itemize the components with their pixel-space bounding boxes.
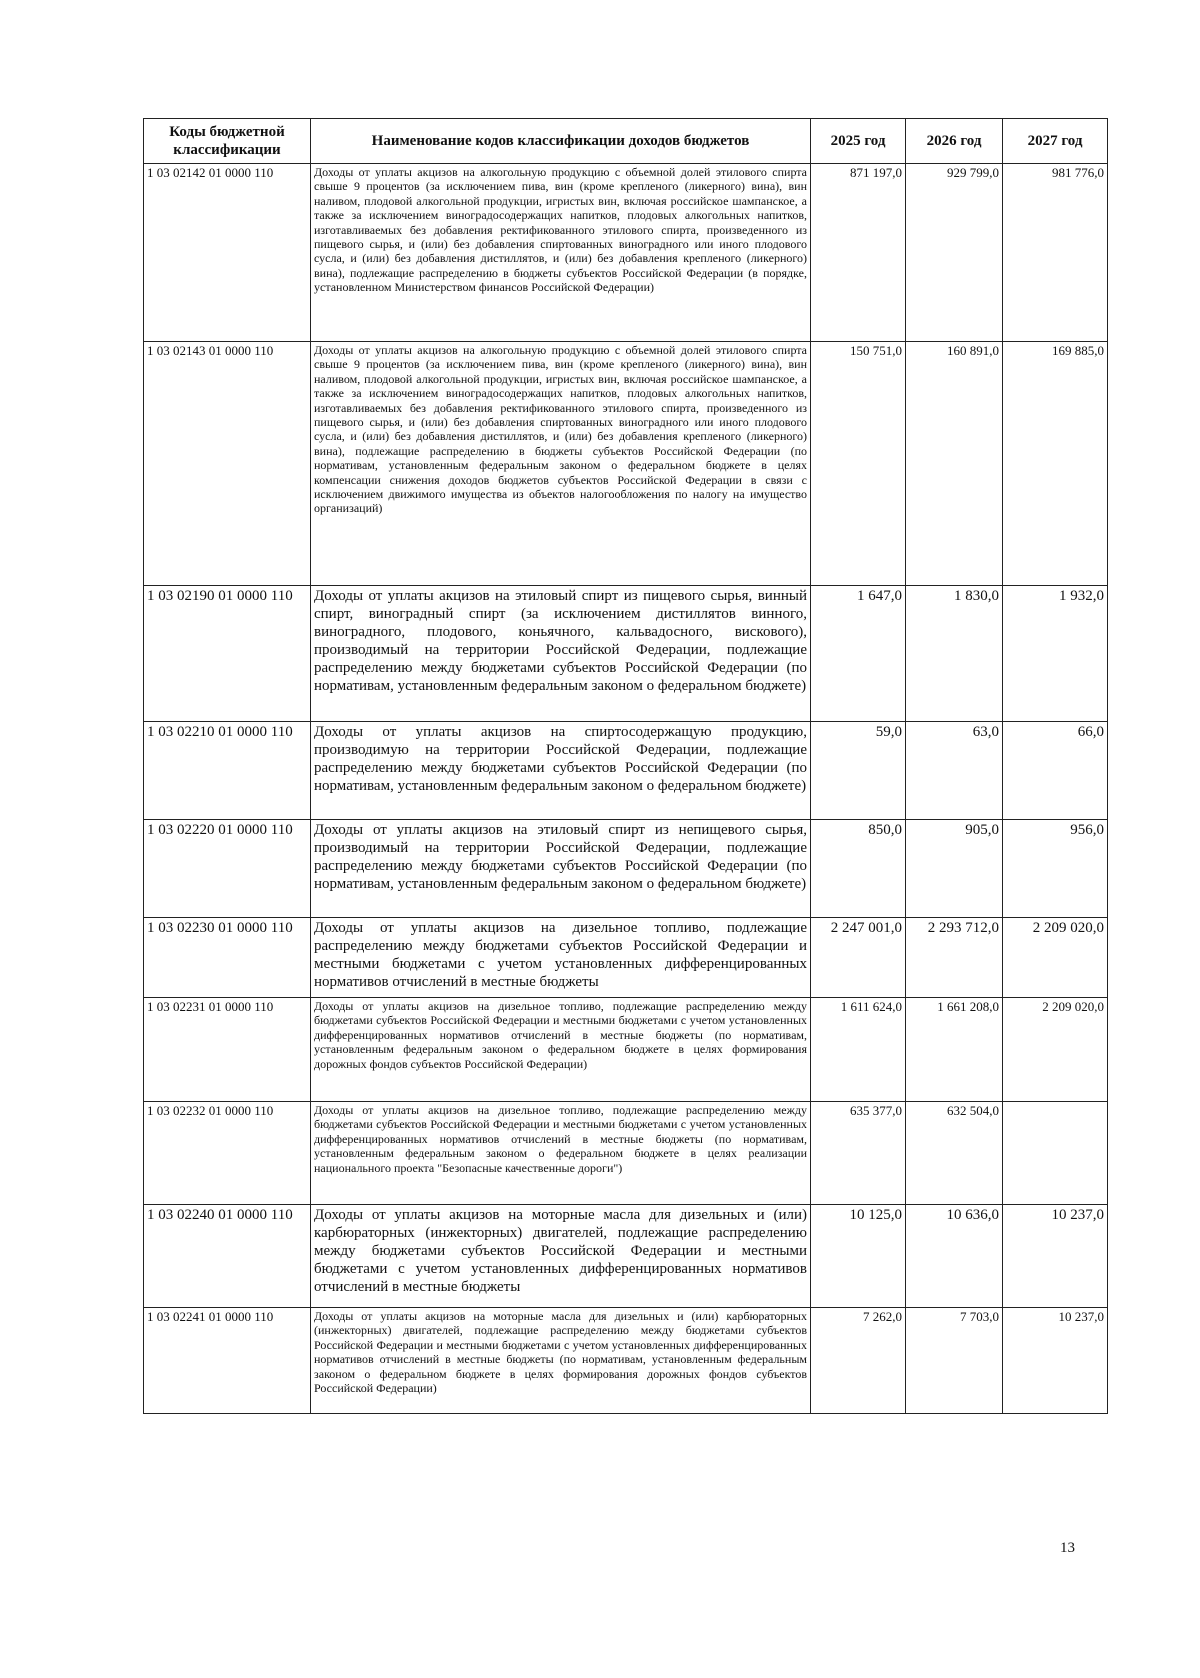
- table-row: [144, 820, 1108, 918]
- row-value-2026: 7 703,0: [906, 1308, 1003, 1414]
- row-code: 1 03 02232 01 0000 110: [144, 1102, 311, 1205]
- table-row: [144, 342, 1108, 586]
- row-name: Доходы от уплаты акцизов на дизельное топливо, подлежащие распределению между бюджетами субъектов Российской Федерации и местными бюджетами с учетом установленных дифференцированных нормативов отчислений в местные бюджеты (по нормативам, установленным федеральным законом о федеральном бюджете в целях реализации национального проекта "Безопасные качественные дороги"): [311, 1102, 811, 1205]
- row-code: 1 03 02240 01 0000 110: [144, 1205, 311, 1308]
- row-name: Доходы от уплаты акцизов на дизельное топливо, подлежащие распределению между бюджетами субъектов Российской Федерации и местными бюджетами с учетом установленных дифференцированных нормативов отчислений в местные бюджеты (по нормативам, установленным федеральным законом о федеральном бюджете в целях формирования дорожных фондов субъектов Российской Федерации): [311, 998, 811, 1102]
- row-value-2025: 2 247 001,0: [811, 918, 906, 998]
- row-code: 1 03 02241 01 0000 110: [144, 1308, 311, 1414]
- row-value-2026: 1 830,0: [906, 586, 1003, 722]
- row-value-2027: 1 932,0: [1003, 586, 1108, 722]
- row-value-2027: 10 237,0: [1003, 1308, 1108, 1414]
- row-value-2027: 956,0: [1003, 820, 1108, 918]
- row-value-2027: 2 209 020,0: [1003, 918, 1108, 998]
- table-header-row: [144, 119, 1108, 164]
- row-name: Доходы от уплаты акцизов на моторные масла для дизельных и (или) карбюраторных (инжекторных) двигателей, подлежащие распределению между бюджетами субъектов Российской Федерации и местными бюджетами с учетом установленных дифференцированных нормативов отчислений в местные бюджеты (по нормативам, установленным федеральным законом о федеральном бюджете в целях формирования дорожных фондов субъектов Российской Федерации): [311, 1308, 811, 1414]
- row-code: 1 03 02210 01 0000 110: [144, 722, 311, 820]
- row-name: Доходы от уплаты акцизов на алкогольную продукцию с объемной долей этилового спирта свыше 9 процентов (за исключением пива, вин (кроме крепленого (ликерного) вина), вин наливом, плодовой алкогольной продукции, игристых вин, включая российское шампанское, а также за исключением виноградосодержащих напитков, плодовых алкогольных напитков, изготавливаемых без добавления ректификованного этилового спирта, произведенного из пищевого сырья, и (или) без добавления спиртованных виноградного или иного плодового сусла, и (или) без добавления дистиллятов, и (или) без добавления крепленого (ликерного) вина), подлежащие распределению в бюджеты субъектов Российской Федерации (в порядке, установленном Министерством финансов Российской Федерации): [311, 164, 811, 342]
- row-value-2025: 635 377,0: [811, 1102, 906, 1205]
- header-2027: 2027 год: [1003, 119, 1108, 164]
- row-value-2027: 169 885,0: [1003, 342, 1108, 586]
- row-value-2027: 66,0: [1003, 722, 1108, 820]
- row-code: 1 03 02143 01 0000 110: [144, 342, 311, 586]
- row-name: Доходы от уплаты акцизов на спиртосодержащую продукцию, производимую на территории Российской Федерации, подлежащие распределению между бюджетами субъектов Российской Федерации (по нормативам, установленным федеральным законом о федеральном бюджете): [311, 722, 811, 820]
- row-value-2025: 10 125,0: [811, 1205, 906, 1308]
- row-name: Доходы от уплаты акцизов на алкогольную продукцию с объемной долей этилового спирта свыше 9 процентов (за исключением пива, вин (кроме крепленого (ликерного) вина), вин наливом, плодовой алкогольной продукции, игристых вин, включая российское шампанское, а также за исключением виноградосодержащих напитков, плодовых алкогольных напитков, изготавливаемых без добавления ректификованного этилового спирта, произведенного из пищевого сырья, и (или) без добавления спиртованных виноградного или иного плодового сусла, и (или) без добавления дистиллятов, и (или) без добавления крепленого (ликерного) вина), подлежащие распределению в бюджеты субъектов Российской Федерации (по нормативам, установленным федеральным законом о федеральном бюджете в целях компенсации снижения доходов бюджетов субъектов Российской Федерации в связи с исключением движимого имущества из объектов налогообложения по налогу на имущество организаций): [311, 342, 811, 586]
- row-name: Доходы от уплаты акцизов на этиловый спирт из пищевого сырья, винный спирт, виноградный спирт (за исключением дистиллятов винного, виноградного, плодового, коньячного, кальвадосного, вискового), производимый на территории Российской Федерации, подлежащие распределению между бюджетами субъектов Российской Федерации (по нормативам, установленным федеральным законом о федеральном бюджете): [311, 586, 811, 722]
- row-name: Доходы от уплаты акцизов на этиловый спирт из непищевого сырья, производимый на территории Российской Федерации, подлежащие распределению между бюджетами субъектов Российской Федерации (по нормативам, установленным федеральным законом о федеральном бюджете): [311, 820, 811, 918]
- row-value-2026: 905,0: [906, 820, 1003, 918]
- row-code: 1 03 02220 01 0000 110: [144, 820, 311, 918]
- table-row: [144, 1205, 1108, 1308]
- row-value-2026: 1 661 208,0: [906, 998, 1003, 1102]
- row-code: 1 03 02190 01 0000 110: [144, 586, 311, 722]
- row-value-2025: 150 751,0: [811, 342, 906, 586]
- row-value-2025: 1 611 624,0: [811, 998, 906, 1102]
- row-value-2026: 160 891,0: [906, 342, 1003, 586]
- header-2025: 2025 год: [811, 119, 906, 164]
- row-value-2027: 10 237,0: [1003, 1205, 1108, 1308]
- table-row: [144, 586, 1108, 722]
- page-number: 13: [1060, 1540, 1075, 1556]
- row-value-2025: 7 262,0: [811, 1308, 906, 1414]
- row-value-2025: 850,0: [811, 820, 906, 918]
- header-2026: 2026 год: [906, 119, 1003, 164]
- row-code: 1 03 02230 01 0000 110: [144, 918, 311, 998]
- row-value-2025: 59,0: [811, 722, 906, 820]
- row-value-2027: 2 209 020,0: [1003, 998, 1108, 1102]
- row-name: Доходы от уплаты акцизов на дизельное топливо, подлежащие распределению между бюджетами субъектов Российской Федерации и местными бюджетами с учетом установленных дифференцированных нормативов отчислений в местные бюджеты: [311, 918, 811, 998]
- header-code: Коды бюджетной классификации: [144, 119, 311, 164]
- table-row: [144, 918, 1108, 998]
- table-row: [144, 722, 1108, 820]
- budget-revenue-table: [143, 118, 1108, 1414]
- table-row: [144, 998, 1108, 1102]
- row-value-2026: 63,0: [906, 722, 1003, 820]
- row-code: 1 03 02142 01 0000 110: [144, 164, 311, 342]
- row-value-2026: 632 504,0: [906, 1102, 1003, 1205]
- row-value-2025: 1 647,0: [811, 586, 906, 722]
- row-value-2026: 10 636,0: [906, 1205, 1003, 1308]
- header-name: Наименование кодов классификации доходов бюджетов: [311, 119, 811, 164]
- row-name: Доходы от уплаты акцизов на моторные масла для дизельных и (или) карбюраторных (инжекторных) двигателей, подлежащие распределению между бюджетами субъектов Российской Федерации и местными бюджетами с учетом установленных дифференцированных нормативов отчислений в местные бюджеты: [311, 1205, 811, 1308]
- row-value-2026: 929 799,0: [906, 164, 1003, 342]
- table-row: [144, 1102, 1108, 1205]
- row-value-2027: 981 776,0: [1003, 164, 1108, 342]
- row-value-2025: 871 197,0: [811, 164, 906, 342]
- table-row: [144, 164, 1108, 342]
- table-row: [144, 1308, 1108, 1414]
- row-value-2026: 2 293 712,0: [906, 918, 1003, 998]
- row-value-2027: [1003, 1102, 1108, 1205]
- row-code: 1 03 02231 01 0000 110: [144, 998, 311, 1102]
